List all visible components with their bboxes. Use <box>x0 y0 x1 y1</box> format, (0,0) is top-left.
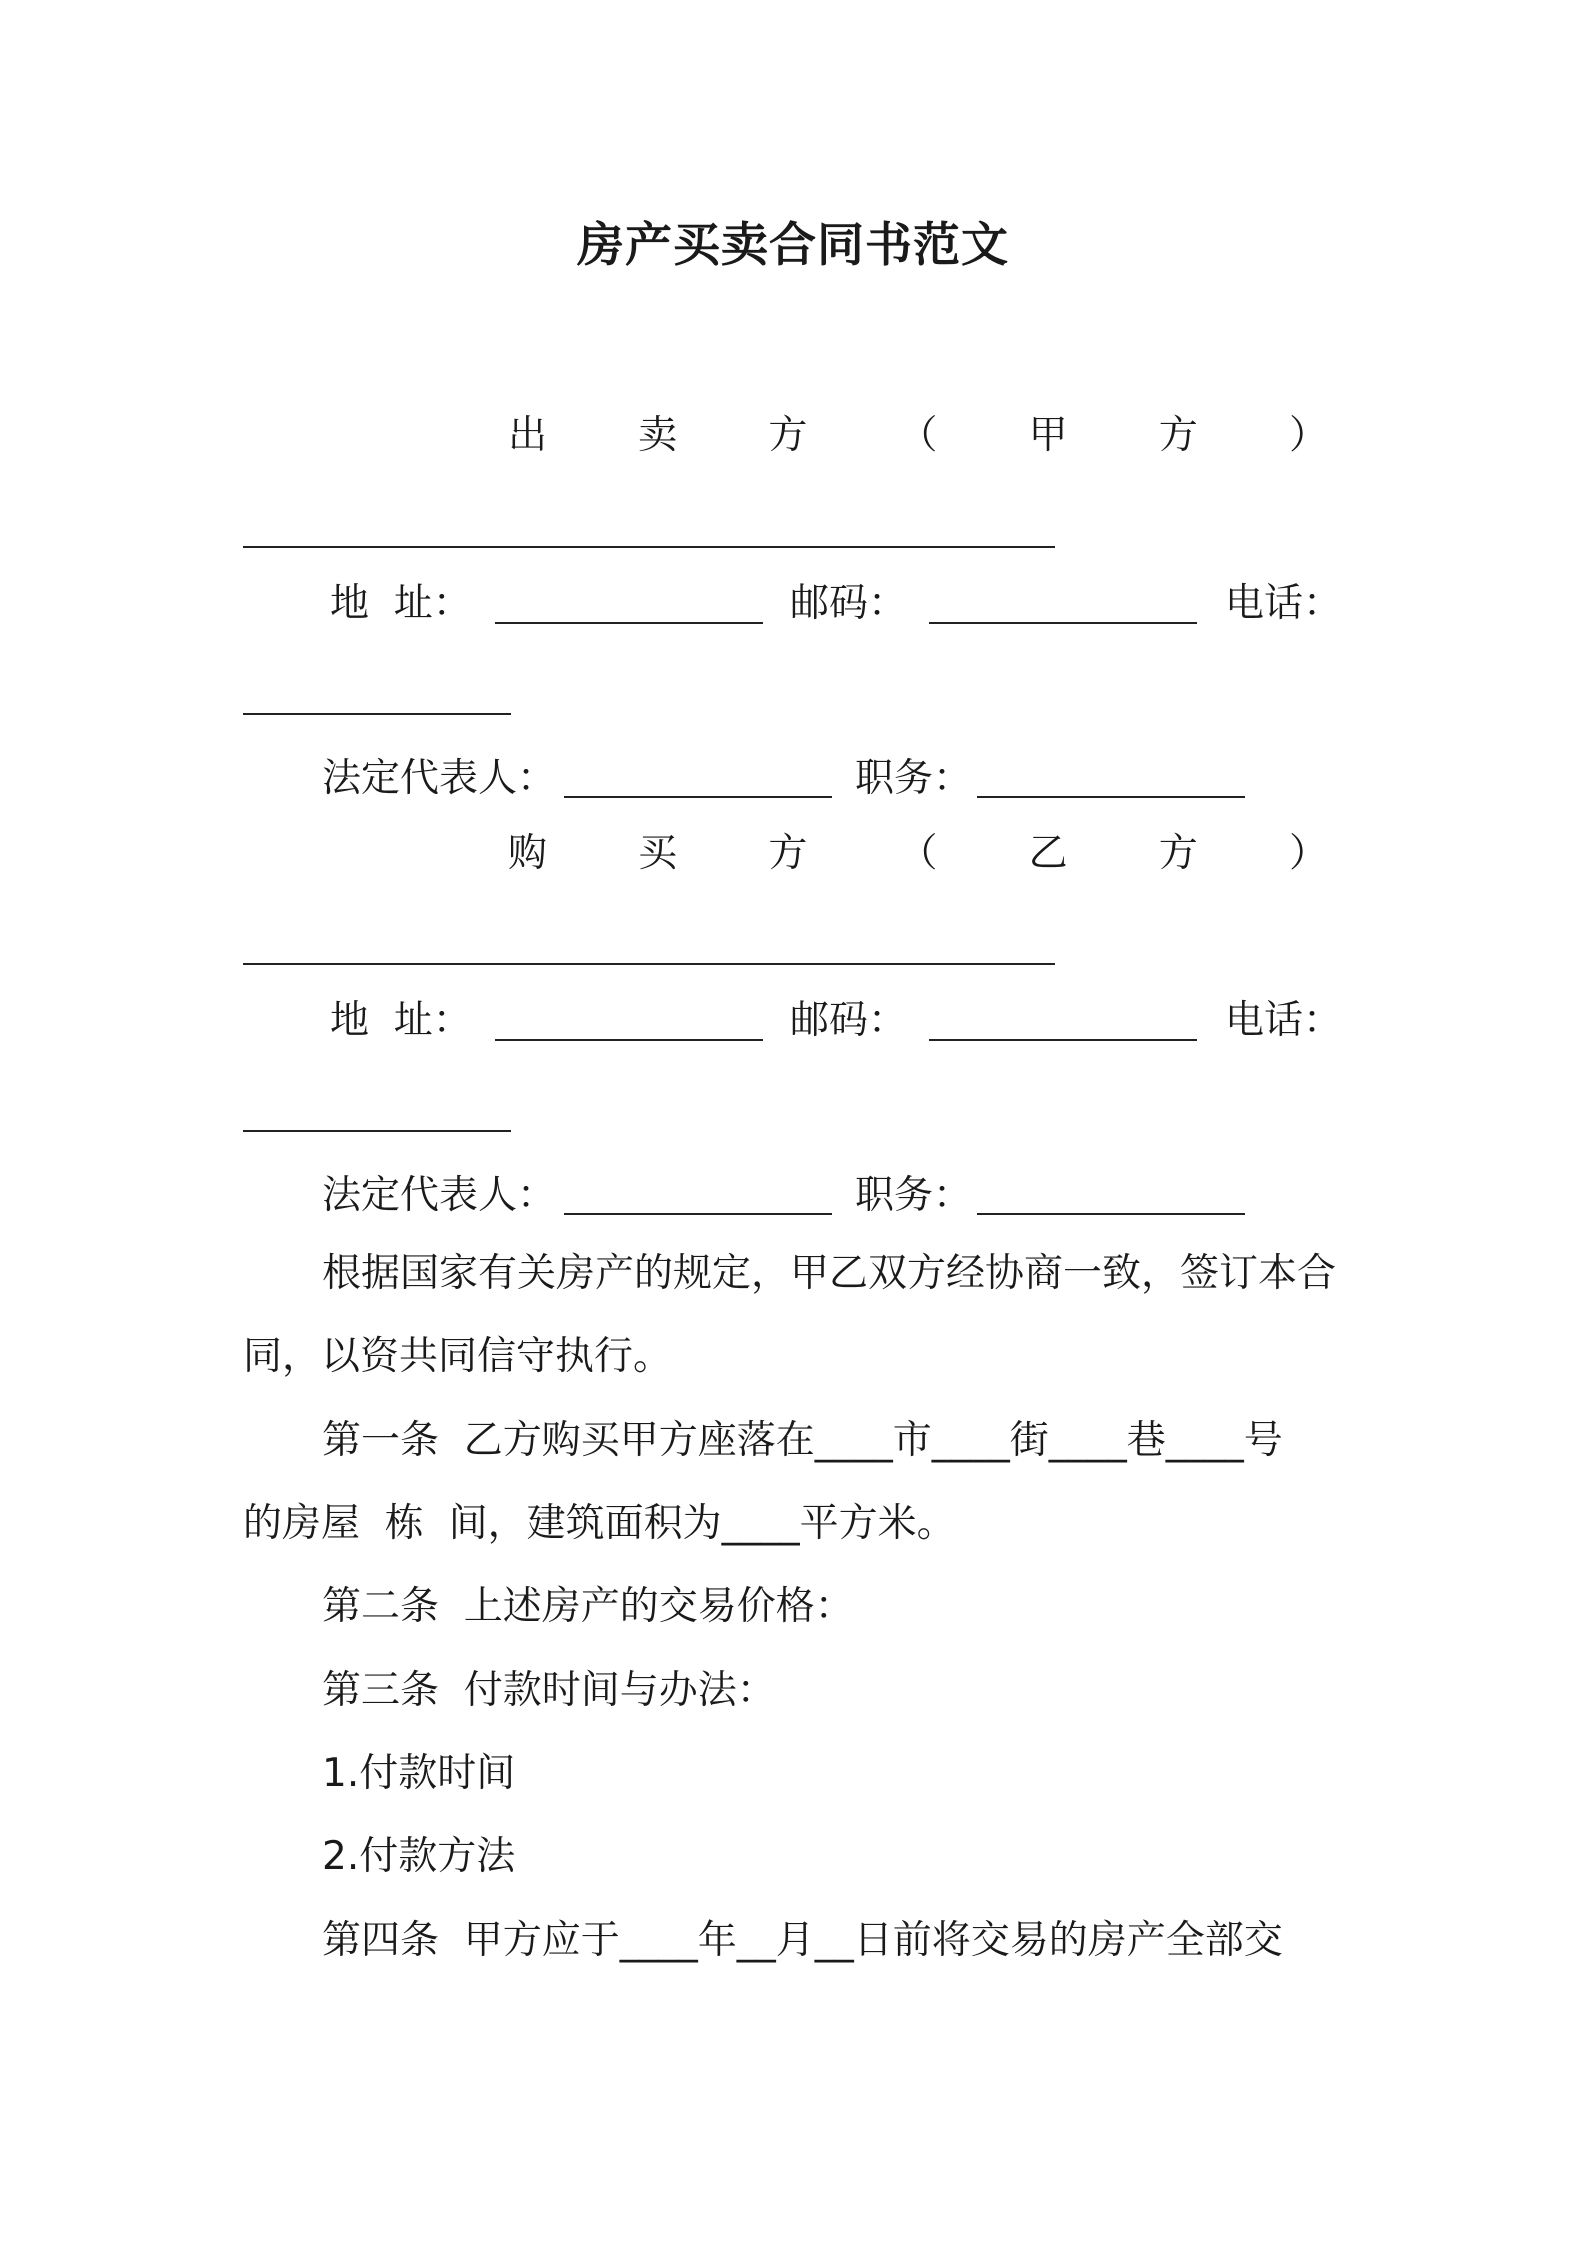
buyer-heading-char: ） <box>1288 831 1328 876</box>
buyer-position-blank <box>977 1213 1245 1215</box>
article-3-item-1: 1.付款时间 <box>322 1751 516 1796</box>
buyer-heading <box>508 830 1328 878</box>
buyer-heading-char: 购 <box>508 831 548 876</box>
buyer-address-label: 地 址： <box>330 998 472 1043</box>
buyer-heading-char: 买 <box>638 831 678 876</box>
buyer-address-blank <box>495 1039 763 1041</box>
buyer-postcode-blank <box>929 1039 1197 1041</box>
seller-name-blank <box>243 546 1055 548</box>
article-1-line: 的房屋 栋 间，建筑面积为____平方米。 <box>243 1501 956 1546</box>
seller-heading-char: 甲 <box>1028 413 1068 458</box>
buyer-heading-char: （ <box>898 831 938 876</box>
seller-heading-char: ） <box>1288 413 1328 458</box>
seller-rep-label: 法定代表人： <box>322 756 557 801</box>
page-title: 房产买卖合同书范文 <box>577 218 1009 273</box>
buyer-rep-label: 法定代表人： <box>322 1173 557 1218</box>
buyer-postcode-label: 邮码： <box>790 998 908 1043</box>
seller-heading-char: （ <box>898 413 938 458</box>
seller-postcode-label: 邮码： <box>790 581 908 626</box>
article-3-item-2: 2.付款方法 <box>322 1834 516 1879</box>
seller-phone-blank <box>243 713 511 715</box>
seller-postcode-blank <box>929 622 1197 624</box>
buyer-heading-char: 方 <box>768 831 808 876</box>
buyer-heading-char: 乙 <box>1028 831 1068 876</box>
seller-address-blank <box>495 622 763 624</box>
seller-heading-char: 方 <box>1158 413 1198 458</box>
seller-heading-char: 卖 <box>638 413 678 458</box>
seller-heading <box>508 412 1328 460</box>
buyer-position-label: 职务： <box>855 1173 973 1218</box>
seller-heading-char: 方 <box>768 413 808 458</box>
buyer-phone-label: 电话： <box>1225 998 1343 1043</box>
seller-phone-label: 电话： <box>1225 581 1343 626</box>
seller-heading-char: 出 <box>508 413 548 458</box>
article-4-line: 第四条 甲方应于____年__月__日前将交易的房产全部交 <box>322 1918 1283 1963</box>
seller-rep-blank <box>564 796 832 798</box>
article-2: 第二条 上述房产的交易价格： <box>322 1584 854 1629</box>
article-3: 第三条 付款时间与办法： <box>322 1668 776 1713</box>
buyer-rep-blank <box>564 1213 832 1215</box>
seller-position-blank <box>977 796 1245 798</box>
intro-paragraph-line: 同，以资共同信守执行。 <box>243 1334 673 1379</box>
seller-address-label: 地 址： <box>330 581 472 626</box>
article-1-line: 第一条 乙方购买甲方座落在____市____街____巷____号 <box>322 1418 1283 1463</box>
buyer-heading-char: 方 <box>1158 831 1198 876</box>
buyer-phone-blank <box>243 1130 511 1132</box>
buyer-name-blank <box>243 963 1055 965</box>
seller-position-label: 职务： <box>855 756 973 801</box>
intro-paragraph-line: 根据国家有关房产的规定，甲乙双方经协商一致，签订本合 <box>322 1251 1337 1296</box>
